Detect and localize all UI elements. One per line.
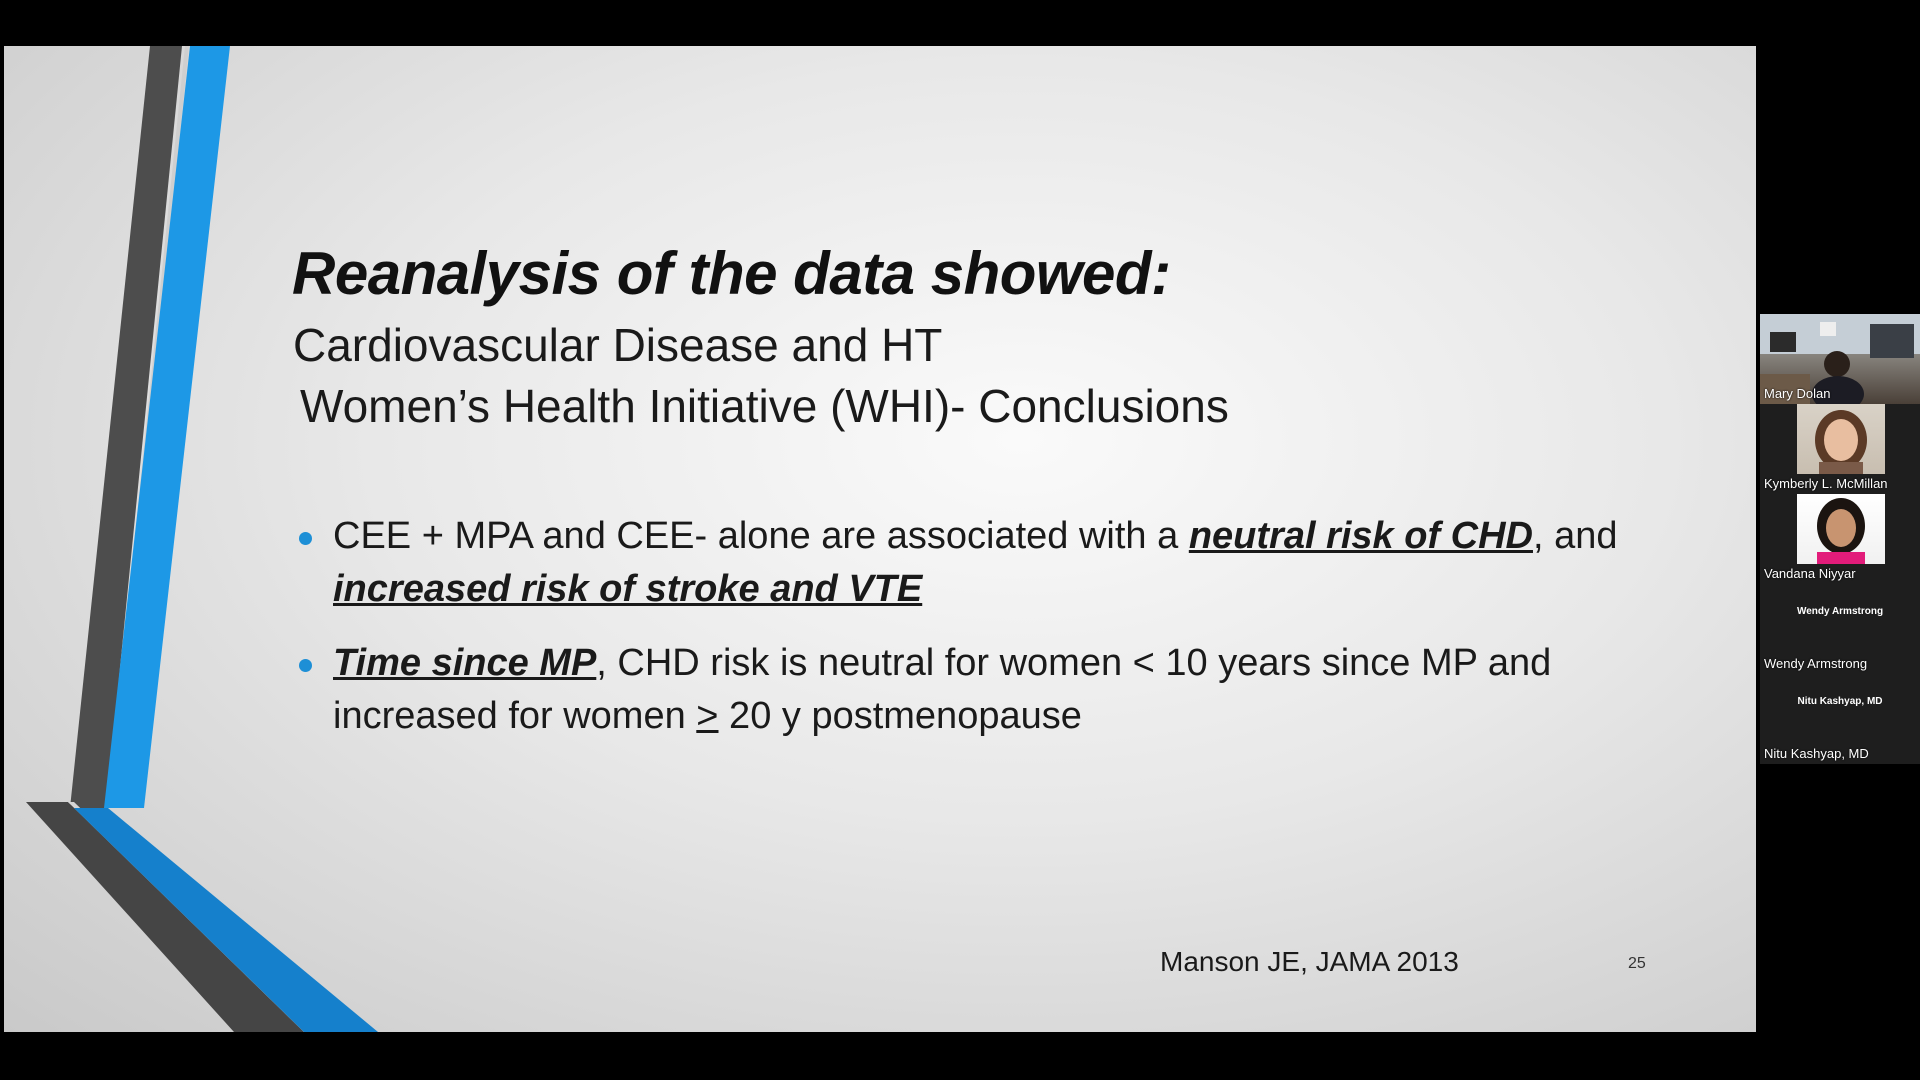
bullet-item-2 xyxy=(333,637,1683,743)
bullet-2-text: , CHD risk is neutral for women < 10 years since MP and increased for women xyxy=(333,642,1552,737)
participant-photo xyxy=(1797,404,1885,474)
dark-stripe-bottom xyxy=(26,802,304,1032)
bullet-2-greater-equal-sign: > xyxy=(696,695,719,737)
participant-name: Nitu Kashyap, MD xyxy=(1764,746,1869,761)
bullet-1-text: CEE + MPA and CEE- alone are associated with a xyxy=(333,515,1189,557)
bullet-1-emphasis-neutral-risk: neutral risk of CHD xyxy=(1188,515,1533,557)
person-icon xyxy=(1797,494,1885,564)
slide-page-number: 25 xyxy=(1628,955,1646,972)
slide-subtitle-line-1: Cardiovascular Disease and HT xyxy=(293,319,943,371)
presentation-slide xyxy=(4,46,1756,1032)
participant-photo xyxy=(1797,494,1885,564)
participant-center-name: Nitu Kashyap, MD xyxy=(1797,696,1883,707)
bullet-2-emphasis-time-since-mp: Time since MP xyxy=(333,642,597,684)
bullet-2-text-end: 20 y postmenopause xyxy=(718,695,1082,737)
participant-name: Mary Dolan xyxy=(1764,386,1831,401)
participant-tile[interactable] xyxy=(1760,584,1920,674)
participant-tile[interactable] xyxy=(1760,314,1920,404)
participant-name: Vandana Niyyar xyxy=(1764,566,1856,581)
participant-tile[interactable] xyxy=(1760,674,1920,764)
bullet-dot xyxy=(299,532,312,545)
participant-gallery xyxy=(1760,314,1920,764)
slide-citation: Manson JE, JAMA 2013 xyxy=(1160,946,1459,977)
bullet-item-1 xyxy=(333,510,1683,616)
participant-tile[interactable] xyxy=(1760,494,1920,584)
bullet-1-emphasis-increased-risk: increased risk of stroke and VTE xyxy=(333,568,923,610)
participant-name: Wendy Armstrong xyxy=(1764,656,1868,671)
participant-tile[interactable] xyxy=(1760,404,1920,494)
slide-subtitle-line-2: Women’s Health Initiative (WHI)- Conclusions xyxy=(300,380,1229,432)
person-icon xyxy=(1797,404,1885,474)
bullet-dot xyxy=(299,659,312,672)
participant-name: Kymberly L. McMillan xyxy=(1764,476,1888,491)
bullet-1-text-and: , and xyxy=(1532,515,1618,557)
slide-title: Reanalysis of the data showed: xyxy=(292,240,1171,307)
participant-center-name: Wendy Armstrong xyxy=(1796,606,1884,617)
